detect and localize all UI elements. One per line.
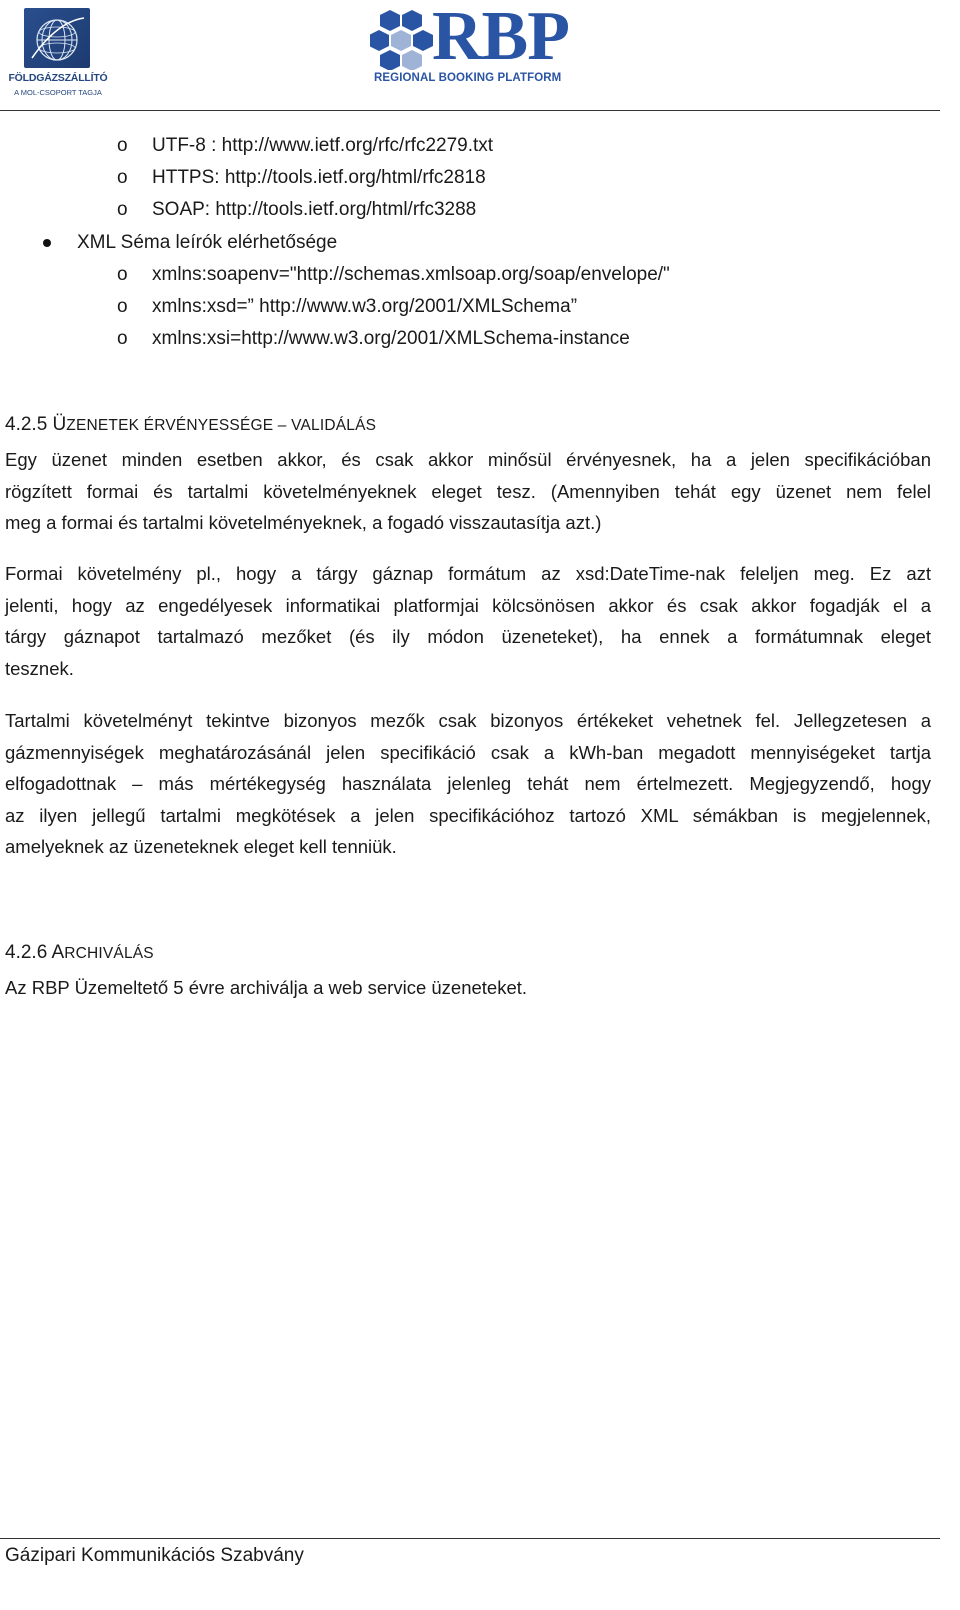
sub-bullet-marker: o (117, 199, 128, 220)
hexagon-cluster-icon (370, 6, 434, 70)
header-divider (0, 110, 940, 111)
paragraph-line: Tartalmi követelményt tekintve bizonyos mezők csak bizonyos értékeket vehetnek fel. Jellegzetesen a (5, 710, 931, 731)
section-title-initial: Ü (52, 414, 67, 435)
paragraph-line: rögzített formai és tartalmi követelményeknek eleget tesz. (Amennyiben tehát egy üzenet nem felel (5, 480, 931, 502)
logo-tagline: A MOL-CSOPORT TAGJA (14, 88, 102, 97)
section-title: ZENETEK ÉRVÉNYESSÉGE – VALIDÁLÁS (66, 417, 377, 434)
foldgazszallito-logo (4, 8, 112, 98)
sub-bullet-marker: o (117, 167, 128, 188)
rbp-logo (370, 0, 590, 90)
list-item: xmlns:xsi=http://www.w3.org/2001/XMLSchema-instance (152, 328, 630, 349)
rbp-wordmark: RBP (432, 0, 569, 75)
paragraph-line: tárgy gáznapot tartalmazó mezőket (és ily módon üzeneteket), ha ennek a formátumnak eleget (5, 626, 931, 647)
paragraph-line: gázmennyiségek meghatározásánál jelen specifikáció csak a kWh-ban megadott mennyiségeket tartja (5, 741, 931, 763)
paragraph-line: Egy üzenet minden esetben akkor, és csak akkor minősül érvényesnek, ha a jelen specifikációban (5, 449, 931, 470)
globe-emblem-icon (24, 8, 90, 68)
section-title: RCHIVÁLÁS (64, 945, 154, 962)
paragraph-content-requirement (5, 705, 931, 863)
section-number: 4.2.5 (5, 414, 48, 435)
footer-divider (0, 1538, 940, 1539)
section-number: 4.2.6 (5, 942, 48, 963)
sub-bullet-marker: o (117, 135, 128, 156)
page-header (0, 0, 960, 112)
list-item: SOAP: http://tools.ietf.org/html/rfc3288 (152, 199, 477, 220)
paragraph-formal-requirement (5, 558, 931, 684)
paragraph-line: jelenti, hogy az engedélyesek informatikai platformjai kölcsönösen akkor és csak akkor fogadják el a (5, 594, 931, 616)
section-heading-4-2-5 (5, 413, 376, 438)
logo-name: FÖLDGÁZSZÁLLÍTÓ (8, 72, 108, 84)
section-heading-4-2-6 (5, 941, 154, 966)
list-item-bullet: XML Séma leírók elérhetősége (77, 232, 338, 253)
list-item: xmlns:xsd=” http://www.w3.org/2001/XMLSchema” (152, 296, 578, 317)
paragraph-archiving: Az RBP Üzemeltető 5 évre archiválja a web service üzeneteket. (5, 977, 528, 998)
sub-bullet-marker: o (117, 264, 128, 285)
list-item: xmlns:soapenv="http://schemas.xmlsoap.org/soap/envelope/" (152, 264, 670, 285)
section-title-initial: A (51, 942, 65, 963)
paragraph-line: tesznek. (5, 657, 74, 679)
rbp-subtitle: REGIONAL BOOKING PLATFORM (374, 72, 562, 84)
paragraph-validity (5, 444, 931, 539)
sub-bullet-marker: o (117, 296, 128, 317)
paragraph-line: Formai követelmény pl., hogy a tárgy gáznap formátum az xsd:DateTime-nak feleljen meg. Ez azt (5, 563, 931, 584)
page-footer: Gázipari Kommunikációs Szabvány (5, 1545, 304, 1566)
bullet-dot-icon (43, 239, 51, 247)
paragraph-line: meg a formai és tartalmi követelményeknek, a fogadó visszautasítja azt.) (5, 512, 602, 533)
sub-bullet-marker: o (117, 328, 128, 349)
list-item: UTF-8 : http://www.ietf.org/rfc/rfc2279.txt (152, 135, 494, 156)
list-item: HTTPS: http://tools.ietf.org/html/rfc2818 (152, 167, 486, 188)
paragraph-line: az ilyen jellegű tartalmi megkötések a jelen specifikációhoz tartozó XML sémákban is megjelennek, (5, 804, 931, 826)
paragraph-line: amelyeknek az üzeneteknek eleget kell tenniük. (5, 836, 397, 857)
paragraph-line: elfogadottnak – más mértékegység használata jelenleg tehát nem értelmezett. Megjegyzendő, hogy (5, 773, 931, 794)
